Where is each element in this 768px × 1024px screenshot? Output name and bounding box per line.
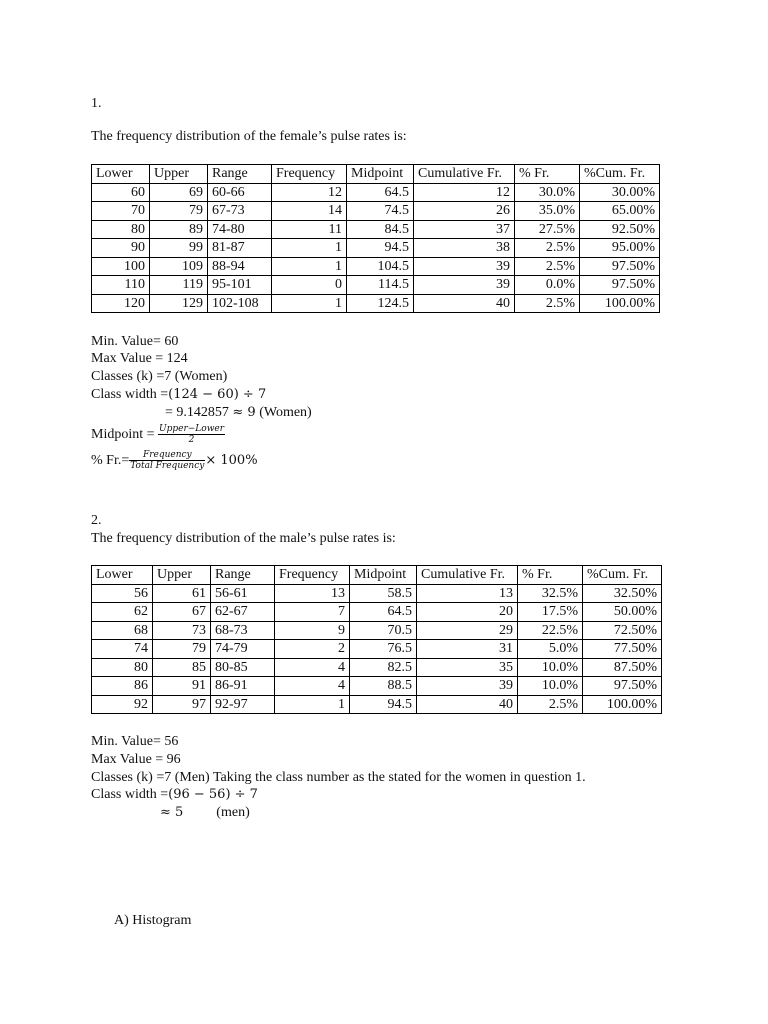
- table-cell: 58.5: [350, 584, 417, 603]
- table-cell: 70.5: [350, 621, 417, 640]
- column-header: Upper: [153, 566, 211, 585]
- table-cell: 17.5%: [518, 603, 583, 622]
- male-frequency-table: [91, 565, 662, 714]
- table-cell: 81-87: [208, 239, 272, 258]
- class-width-value: = 9.142857: [165, 405, 229, 420]
- table-cell: 119: [150, 276, 208, 295]
- table-cell: 12: [414, 183, 515, 202]
- class-width-label: Class width =: [91, 387, 169, 402]
- table-row: [92, 603, 662, 622]
- female-min-value: Min. Value= 60: [91, 334, 179, 349]
- midpoint-numerator: Upper−Lower: [159, 424, 225, 435]
- table-cell: 10.0%: [518, 658, 583, 677]
- table-cell: 80: [92, 658, 153, 677]
- table-cell: 60: [92, 183, 150, 202]
- column-header: Range: [208, 165, 272, 184]
- table-cell: 14: [272, 202, 347, 221]
- table-cell: 39: [417, 677, 518, 696]
- column-header: Lower: [92, 566, 153, 585]
- class-width-approx: ≈ 5: [160, 805, 184, 820]
- percent-formula: [91, 450, 258, 472]
- table-cell: 29: [417, 621, 518, 640]
- table-cell: 5.0%: [518, 640, 583, 659]
- table-cell: 67: [153, 603, 211, 622]
- question-1-intro: The frequency distribution of the female’s pulse rates is:: [91, 129, 407, 144]
- table-cell: 2.5%: [518, 695, 583, 714]
- table-cell: 92: [92, 695, 153, 714]
- midpoint-denominator: 2: [188, 435, 195, 446]
- table-cell: 13: [275, 584, 350, 603]
- table-cell: 10.0%: [518, 677, 583, 696]
- table-cell: 56-61: [211, 584, 275, 603]
- table-cell: 37: [414, 220, 515, 239]
- table-cell: 64.5: [350, 603, 417, 622]
- table-cell: 40: [414, 294, 515, 313]
- table-cell: 97: [153, 695, 211, 714]
- table-cell: 95-101: [208, 276, 272, 295]
- table-cell: 64.5: [347, 183, 414, 202]
- table-row: [92, 239, 660, 258]
- table-cell: 69: [150, 183, 208, 202]
- table-cell: 90: [92, 239, 150, 258]
- table-cell: 100.00%: [580, 294, 660, 313]
- table-cell: 65.00%: [580, 202, 660, 221]
- table-cell: 73: [153, 621, 211, 640]
- table-cell: 72.50%: [583, 621, 662, 640]
- female-frequency-table: [91, 164, 660, 313]
- table-cell: 30.00%: [580, 183, 660, 202]
- female-classes: Classes (k) =7 (Women): [91, 369, 228, 384]
- midpoint-label: Midpoint =: [91, 427, 159, 442]
- table-cell: 97.50%: [580, 257, 660, 276]
- table-cell: 74-79: [211, 640, 275, 659]
- table-row: [92, 257, 660, 276]
- table-cell: 9: [275, 621, 350, 640]
- midpoint-formula: [91, 424, 225, 446]
- male-class-width-result: [160, 804, 250, 821]
- table-cell: 1: [272, 294, 347, 313]
- female-max-value: Max Value = 124: [91, 351, 188, 366]
- table-row: [92, 294, 660, 313]
- question-2-intro: The frequency distribution of the male’s pulse rates is:: [91, 531, 396, 546]
- table-cell: 88.5: [350, 677, 417, 696]
- table-cell: 82.5: [350, 658, 417, 677]
- table-cell: 1: [275, 695, 350, 714]
- table-cell: 2.5%: [515, 294, 580, 313]
- table-cell: 62-67: [211, 603, 275, 622]
- table-cell: 102-108: [208, 294, 272, 313]
- table-cell: 76.5: [350, 640, 417, 659]
- section-a-heading: A) Histogram: [114, 913, 192, 928]
- table-cell: 97.50%: [580, 276, 660, 295]
- table-cell: 94.5: [347, 239, 414, 258]
- table-cell: 91: [153, 677, 211, 696]
- table-cell: 97.50%: [583, 677, 662, 696]
- column-header: Upper: [150, 165, 208, 184]
- table-cell: 86: [92, 677, 153, 696]
- column-header: Range: [211, 566, 275, 585]
- table-row: [92, 183, 660, 202]
- table-cell: 70: [92, 202, 150, 221]
- percent-numerator: Frequency: [129, 450, 205, 461]
- male-min-value: Min. Value= 56: [91, 734, 179, 749]
- table-cell: 39: [414, 276, 515, 295]
- table-cell: 79: [153, 640, 211, 659]
- table-cell: 86-91: [211, 677, 275, 696]
- column-header: %Cum. Fr.: [583, 566, 662, 585]
- table-cell: 60-66: [208, 183, 272, 202]
- table-row: [92, 276, 660, 295]
- table-cell: 87.50%: [583, 658, 662, 677]
- table-cell: 1: [272, 239, 347, 258]
- table-cell: 92-97: [211, 695, 275, 714]
- table-row: [92, 621, 662, 640]
- question-number-2: 2.: [91, 513, 102, 528]
- table-cell: 27.5%: [515, 220, 580, 239]
- table-cell: 74: [92, 640, 153, 659]
- table-cell: 32.5%: [518, 584, 583, 603]
- table-cell: 2.5%: [515, 239, 580, 258]
- table-cell: 35.0%: [515, 202, 580, 221]
- column-header: %Cum. Fr.: [580, 165, 660, 184]
- table-cell: 20: [417, 603, 518, 622]
- table-header-row: [92, 165, 660, 184]
- table-cell: 77.50%: [583, 640, 662, 659]
- table-cell: 61: [153, 584, 211, 603]
- table-cell: 38: [414, 239, 515, 258]
- table-cell: 74.5: [347, 202, 414, 221]
- table-cell: 80-85: [211, 658, 275, 677]
- table-cell: 74-80: [208, 220, 272, 239]
- table-cell: 26: [414, 202, 515, 221]
- table-cell: 110: [92, 276, 150, 295]
- table-cell: 104.5: [347, 257, 414, 276]
- column-header: Frequency: [272, 165, 347, 184]
- percent-denominator: Total Frequency: [130, 461, 205, 472]
- table-cell: 92.50%: [580, 220, 660, 239]
- table-cell: 11: [272, 220, 347, 239]
- percent-fraction: [129, 450, 205, 471]
- table-cell: 124.5: [347, 294, 414, 313]
- column-header: % Fr.: [515, 165, 580, 184]
- female-class-width: [91, 386, 266, 403]
- column-header: Cumulative Fr.: [417, 566, 518, 585]
- table-cell: 31: [417, 640, 518, 659]
- table-cell: 1: [272, 257, 347, 276]
- table-cell: 39: [414, 257, 515, 276]
- column-header: Cumulative Fr.: [414, 165, 515, 184]
- column-header: Midpoint: [350, 566, 417, 585]
- class-width-expression: (124 − 60) ÷ 7: [168, 387, 267, 402]
- table-cell: 114.5: [347, 276, 414, 295]
- table-cell: 2: [275, 640, 350, 659]
- table-row: [92, 202, 660, 221]
- table-cell: 22.5%: [518, 621, 583, 640]
- table-cell: 4: [275, 658, 350, 677]
- table-cell: 94.5: [350, 695, 417, 714]
- table-cell: 109: [150, 257, 208, 276]
- table-cell: 0.0%: [515, 276, 580, 295]
- table-cell: 2.5%: [515, 257, 580, 276]
- table-cell: 50.00%: [583, 603, 662, 622]
- male-max-value: Max Value = 96: [91, 752, 181, 767]
- table-cell: 95.00%: [580, 239, 660, 258]
- table-row: [92, 640, 662, 659]
- table-cell: 56: [92, 584, 153, 603]
- class-width-note: (Women): [259, 405, 312, 420]
- table-header-row: [92, 566, 662, 585]
- table-cell: 99: [150, 239, 208, 258]
- table-cell: 68-73: [211, 621, 275, 640]
- table-cell: 88-94: [208, 257, 272, 276]
- question-number-1: 1.: [91, 96, 102, 111]
- table-cell: 100: [92, 257, 150, 276]
- class-width-expression: (96 − 56) ÷ 7: [168, 787, 258, 802]
- class-width-approx: ≈ 9: [232, 405, 256, 420]
- table-cell: 32.50%: [583, 584, 662, 603]
- female-class-width-result: [165, 404, 312, 421]
- table-cell: 40: [417, 695, 518, 714]
- table-cell: 4: [275, 677, 350, 696]
- table-cell: 84.5: [347, 220, 414, 239]
- percent-label: % Fr.=: [91, 453, 130, 468]
- table-cell: 120: [92, 294, 150, 313]
- class-width-note: (men): [216, 805, 250, 820]
- table-cell: 30.0%: [515, 183, 580, 202]
- table-cell: 129: [150, 294, 208, 313]
- table-cell: 85: [153, 658, 211, 677]
- table-cell: 79: [150, 202, 208, 221]
- table-row: [92, 584, 662, 603]
- table-row: [92, 677, 662, 696]
- midpoint-fraction: [158, 424, 225, 445]
- table-cell: 0: [272, 276, 347, 295]
- table-cell: 89: [150, 220, 208, 239]
- table-cell: 80: [92, 220, 150, 239]
- column-header: Midpoint: [347, 165, 414, 184]
- male-classes: Classes (k) =7 (Men) Taking the class number as the stated for the women in question 1.: [91, 770, 586, 785]
- column-header: Lower: [92, 165, 150, 184]
- column-header: % Fr.: [518, 566, 583, 585]
- table-cell: 35: [417, 658, 518, 677]
- table-row: [92, 220, 660, 239]
- percent-multiplier: × 100%: [205, 453, 258, 468]
- table-cell: 7: [275, 603, 350, 622]
- table-row: [92, 658, 662, 677]
- table-cell: 67-73: [208, 202, 272, 221]
- table-cell: 68: [92, 621, 153, 640]
- table-cell: 62: [92, 603, 153, 622]
- table-row: [92, 695, 662, 714]
- table-cell: 100.00%: [583, 695, 662, 714]
- male-class-width: [91, 786, 258, 803]
- table-cell: 13: [417, 584, 518, 603]
- table-cell: 12: [272, 183, 347, 202]
- class-width-label: Class width =: [91, 787, 169, 802]
- column-header: Frequency: [275, 566, 350, 585]
